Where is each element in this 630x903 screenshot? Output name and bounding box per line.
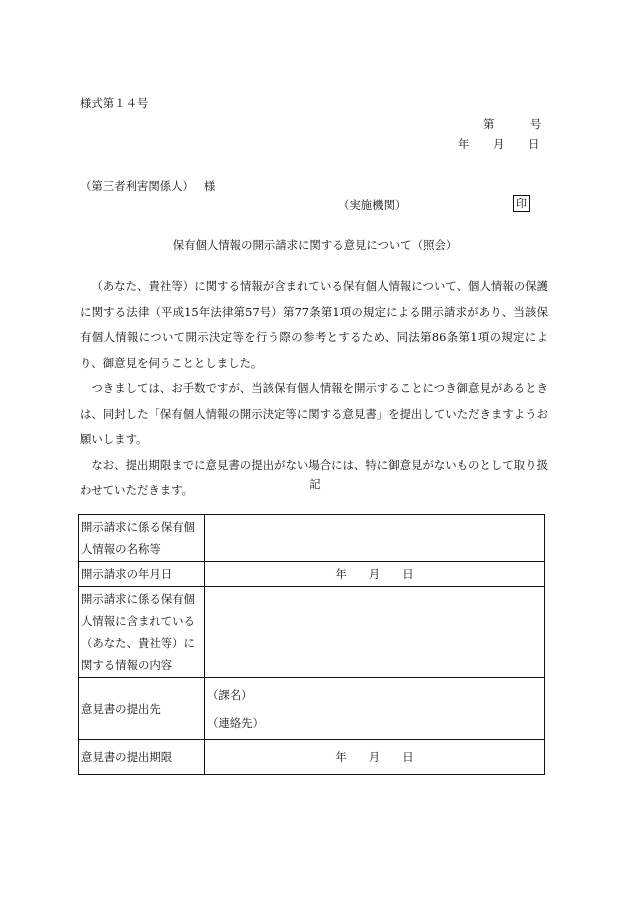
honorific: 様 [203, 179, 216, 193]
label-cell: 開示請求に係る保有個人情報に含まれている（あなた、貴社等）に関する情報の内容 [79, 587, 205, 678]
table-row [79, 515, 545, 562]
table-row [79, 678, 545, 740]
number-suffix: 号 [530, 117, 542, 131]
contact-label: （連絡先） [207, 715, 264, 730]
label-cell: 開示請求に係る保有個人情報の名称等 [79, 515, 205, 562]
value-cell [205, 678, 545, 740]
day-label: 日 [402, 567, 414, 581]
label-cell: 意見書の提出先 [79, 678, 205, 740]
table-row [79, 740, 545, 775]
document-title: 保有個人情報の開示請求に関する意見について（照会） [172, 238, 458, 252]
label-cell: 意見書の提出期限 [79, 740, 205, 775]
month-label: 月 [368, 750, 381, 764]
date-day: 日 [528, 137, 540, 151]
year-label: 年 [335, 750, 347, 764]
section-name-label: （課名） [207, 687, 253, 702]
date-year: 年 [458, 137, 470, 151]
agency: （実施機関） [338, 198, 407, 212]
value-cell [205, 587, 545, 678]
table-row [79, 587, 545, 678]
value-cell [205, 515, 545, 562]
label-cell: 開示請求の年月日 [79, 562, 205, 587]
date-month: 月 [493, 137, 505, 151]
ki-heading: 記 [309, 477, 321, 491]
year-label: 年 [335, 567, 347, 581]
day-label: 日 [402, 750, 414, 764]
paragraph: なお、提出期限までに意見書の提出がない場合には、特に御意見がないものとして取り扱わせていただきます。 [80, 457, 548, 497]
paragraph: （あなた、貴社等）に関する情報が含まれている保有個人情報について、個人情報の保護に関する法律（平成15年法律第57号）第77条第1項の規定による開示請求があり、当該保有個人情報について開示決定等を行う際の参考とするため、同法第86条第1項の規定により、御意見を伺うこととしました。 [80, 279, 548, 370]
body-text [80, 274, 548, 504]
table-row [79, 562, 545, 587]
recipient-line [80, 179, 215, 195]
form-number: 様式第１４号 [80, 96, 149, 110]
number-prefix: 第 [483, 117, 495, 131]
value-cell [205, 562, 545, 587]
detail-table [78, 514, 545, 775]
value-cell [205, 740, 545, 775]
paragraph: つきましては、お手数ですが、当該保有個人情報を開示することにつき御意見があるときは、同封した「保有個人情報の開示決定等に関する意見書」を提出していただきますようお願いします。 [80, 381, 548, 446]
recipient: （第三者利害関係人） [80, 179, 194, 193]
month-label: 月 [368, 567, 381, 581]
seal-mark: 印 [513, 195, 530, 212]
